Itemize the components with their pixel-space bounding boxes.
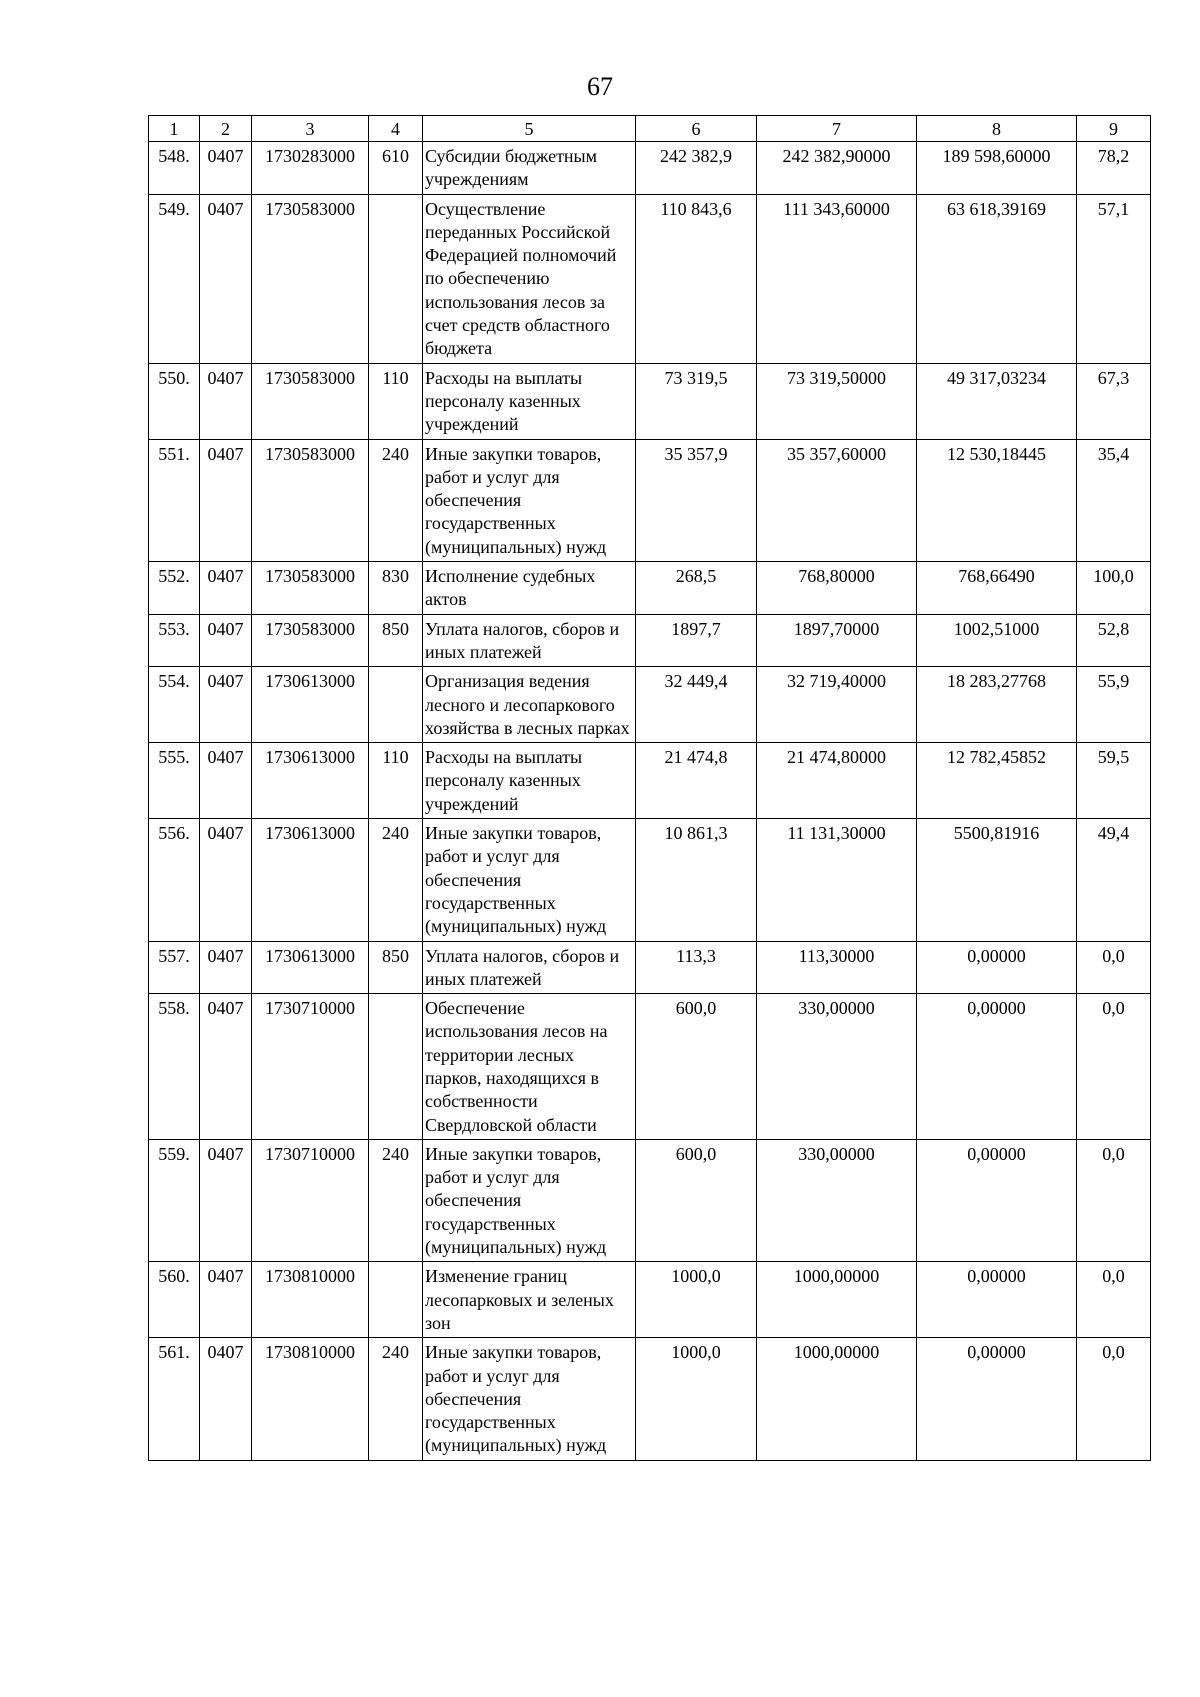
expense-type-cell: 110: [369, 363, 423, 439]
table-row: [149, 363, 1151, 439]
percent-cell: 0,0: [1077, 1139, 1151, 1261]
section-code-cell: 0407: [200, 994, 252, 1140]
value-cell-6: 10 861,3: [636, 819, 757, 941]
value-cell-8: 0,00000: [917, 994, 1077, 1140]
expense-type-cell: 850: [369, 941, 423, 994]
row-number-cell: 561.: [149, 1338, 200, 1460]
row-number-cell: 550.: [149, 363, 200, 439]
section-code-cell: 0407: [200, 614, 252, 667]
target-code-cell: 1730583000: [252, 562, 369, 615]
section-code-cell: 0407: [200, 667, 252, 743]
row-number-cell: 555.: [149, 743, 200, 819]
value-cell-8: 768,66490: [917, 562, 1077, 615]
expense-type-cell: [369, 1262, 423, 1338]
value-cell-7: 330,00000: [757, 1139, 917, 1261]
row-number-cell: 549.: [149, 194, 200, 363]
value-cell-6: 1000,0: [636, 1262, 757, 1338]
percent-cell: 52,8: [1077, 614, 1151, 667]
item-name-cell: Субсидии бюджетным учреждениям: [423, 142, 636, 195]
item-name-cell: Иные закупки товаров, работ и услуг для обеспечения государственных (муниципальных) нужд: [423, 819, 636, 941]
value-cell-8: 63 618,39169: [917, 194, 1077, 363]
value-cell-8: 5500,81916: [917, 819, 1077, 941]
column-header: 2: [200, 116, 252, 142]
column-header: 3: [252, 116, 369, 142]
item-name-cell: Исполнение судебных актов: [423, 562, 636, 615]
value-cell-7: 330,00000: [757, 994, 917, 1140]
expense-type-cell: 240: [369, 1139, 423, 1261]
column-header: 6: [636, 116, 757, 142]
page-number: 67: [587, 72, 613, 101]
table-row: [149, 439, 1151, 561]
value-cell-8: 0,00000: [917, 1262, 1077, 1338]
target-code-cell: 1730583000: [252, 194, 369, 363]
row-number-cell: 552.: [149, 562, 200, 615]
value-cell-6: 21 474,8: [636, 743, 757, 819]
table-body: [149, 142, 1151, 1461]
target-code-cell: 1730710000: [252, 1139, 369, 1261]
row-number-cell: 556.: [149, 819, 200, 941]
value-cell-6: 1897,7: [636, 614, 757, 667]
section-code-cell: 0407: [200, 1262, 252, 1338]
row-number-cell: 557.: [149, 941, 200, 994]
value-cell-7: 11 131,30000: [757, 819, 917, 941]
row-number-cell: 548.: [149, 142, 200, 195]
value-cell-7: 73 319,50000: [757, 363, 917, 439]
row-number-cell: 559.: [149, 1139, 200, 1261]
percent-cell: 59,5: [1077, 743, 1151, 819]
value-cell-6: 113,3: [636, 941, 757, 994]
percent-cell: 55,9: [1077, 667, 1151, 743]
column-header: 9: [1077, 116, 1151, 142]
target-code-cell: 1730583000: [252, 363, 369, 439]
value-cell-6: 35 357,9: [636, 439, 757, 561]
section-code-cell: 0407: [200, 194, 252, 363]
percent-cell: 0,0: [1077, 994, 1151, 1140]
table-row: [149, 194, 1151, 363]
column-header: 1: [149, 116, 200, 142]
value-cell-8: 1002,51000: [917, 614, 1077, 667]
value-cell-8: 18 283,27768: [917, 667, 1077, 743]
expense-type-cell: 240: [369, 1338, 423, 1460]
column-header: 7: [757, 116, 917, 142]
target-code-cell: 1730613000: [252, 941, 369, 994]
value-cell-8: 0,00000: [917, 1139, 1077, 1261]
value-cell-7: 111 343,60000: [757, 194, 917, 363]
item-name-cell: Иные закупки товаров, работ и услуг для обеспечения государственных (муниципальных) нужд: [423, 1139, 636, 1261]
value-cell-8: 49 317,03234: [917, 363, 1077, 439]
table-row: [149, 1262, 1151, 1338]
column-header: 5: [423, 116, 636, 142]
value-cell-8: 189 598,60000: [917, 142, 1077, 195]
value-cell-6: 242 382,9: [636, 142, 757, 195]
table-row: [149, 562, 1151, 615]
value-cell-7: 1000,00000: [757, 1338, 917, 1460]
section-code-cell: 0407: [200, 819, 252, 941]
target-code-cell: 1730283000: [252, 142, 369, 195]
value-cell-8: 0,00000: [917, 1338, 1077, 1460]
value-cell-6: 73 319,5: [636, 363, 757, 439]
percent-cell: 35,4: [1077, 439, 1151, 561]
value-cell-6: 1000,0: [636, 1338, 757, 1460]
item-name-cell: Иные закупки товаров, работ и услуг для обеспечения государственных (муниципальных) нужд: [423, 1338, 636, 1460]
row-number-cell: 553.: [149, 614, 200, 667]
section-code-cell: 0407: [200, 562, 252, 615]
table-row: [149, 1139, 1151, 1261]
expense-type-cell: 240: [369, 819, 423, 941]
table-row: [149, 142, 1151, 195]
value-cell-6: 268,5: [636, 562, 757, 615]
value-cell-8: 0,00000: [917, 941, 1077, 994]
item-name-cell: Расходы на выплаты персоналу казенных учреждений: [423, 363, 636, 439]
section-code-cell: 0407: [200, 142, 252, 195]
row-number-cell: 554.: [149, 667, 200, 743]
expense-type-cell: 610: [369, 142, 423, 195]
section-code-cell: 0407: [200, 1139, 252, 1261]
column-header: 8: [917, 116, 1077, 142]
section-code-cell: 0407: [200, 743, 252, 819]
value-cell-7: 32 719,40000: [757, 667, 917, 743]
target-code-cell: 1730710000: [252, 994, 369, 1140]
row-number-cell: 551.: [149, 439, 200, 561]
item-name-cell: Организация ведения лесного и лесопаркового хозяйства в лесных парках: [423, 667, 636, 743]
row-number-cell: 560.: [149, 1262, 200, 1338]
value-cell-7: 1897,70000: [757, 614, 917, 667]
expense-type-cell: [369, 667, 423, 743]
section-code-cell: 0407: [200, 439, 252, 561]
expense-type-cell: 110: [369, 743, 423, 819]
item-name-cell: Уплата налогов, сборов и иных платежей: [423, 614, 636, 667]
target-code-cell: 1730810000: [252, 1262, 369, 1338]
value-cell-7: 242 382,90000: [757, 142, 917, 195]
header-row: [149, 116, 1151, 142]
item-name-cell: Иные закупки товаров, работ и услуг для обеспечения государственных (муниципальных) нужд: [423, 439, 636, 561]
value-cell-8: 12 530,18445: [917, 439, 1077, 561]
section-code-cell: 0407: [200, 363, 252, 439]
value-cell-6: 600,0: [636, 1139, 757, 1261]
section-code-cell: 0407: [200, 1338, 252, 1460]
item-name-cell: Осуществление переданных Российской Федерацией полномочий по обеспечению использования лесов за счет средств областного бюджета: [423, 194, 636, 363]
target-code-cell: 1730583000: [252, 439, 369, 561]
percent-cell: 0,0: [1077, 1338, 1151, 1460]
column-header: 4: [369, 116, 423, 142]
percent-cell: 57,1: [1077, 194, 1151, 363]
table-row: [149, 743, 1151, 819]
table-row: [149, 1338, 1151, 1460]
budget-table: [148, 115, 1151, 1461]
value-cell-7: 113,30000: [757, 941, 917, 994]
percent-cell: 0,0: [1077, 941, 1151, 994]
table-row: [149, 941, 1151, 994]
expense-type-cell: 240: [369, 439, 423, 561]
target-code-cell: 1730613000: [252, 743, 369, 819]
value-cell-7: 35 357,60000: [757, 439, 917, 561]
percent-cell: 67,3: [1077, 363, 1151, 439]
value-cell-6: 110 843,6: [636, 194, 757, 363]
table-row: [149, 994, 1151, 1140]
item-name-cell: Обеспечение использования лесов на территории лесных парков, находящихся в собственности Свердловской области: [423, 994, 636, 1140]
value-cell-8: 12 782,45852: [917, 743, 1077, 819]
percent-cell: 100,0: [1077, 562, 1151, 615]
expense-type-cell: [369, 994, 423, 1140]
expense-type-cell: [369, 194, 423, 363]
target-code-cell: 1730810000: [252, 1338, 369, 1460]
item-name-cell: Уплата налогов, сборов и иных платежей: [423, 941, 636, 994]
expense-type-cell: 850: [369, 614, 423, 667]
target-code-cell: 1730583000: [252, 614, 369, 667]
expense-type-cell: 830: [369, 562, 423, 615]
value-cell-6: 600,0: [636, 994, 757, 1140]
table-row: [149, 819, 1151, 941]
target-code-cell: 1730613000: [252, 819, 369, 941]
percent-cell: 0,0: [1077, 1262, 1151, 1338]
value-cell-7: 1000,00000: [757, 1262, 917, 1338]
target-code-cell: 1730613000: [252, 667, 369, 743]
value-cell-6: 32 449,4: [636, 667, 757, 743]
row-number-cell: 558.: [149, 994, 200, 1140]
percent-cell: 49,4: [1077, 819, 1151, 941]
item-name-cell: Изменение границ лесопарковых и зеленых зон: [423, 1262, 636, 1338]
table-row: [149, 667, 1151, 743]
value-cell-7: 768,80000: [757, 562, 917, 615]
item-name-cell: Расходы на выплаты персоналу казенных учреждений: [423, 743, 636, 819]
section-code-cell: 0407: [200, 941, 252, 994]
table-row: [149, 614, 1151, 667]
percent-cell: 78,2: [1077, 142, 1151, 195]
value-cell-7: 21 474,80000: [757, 743, 917, 819]
